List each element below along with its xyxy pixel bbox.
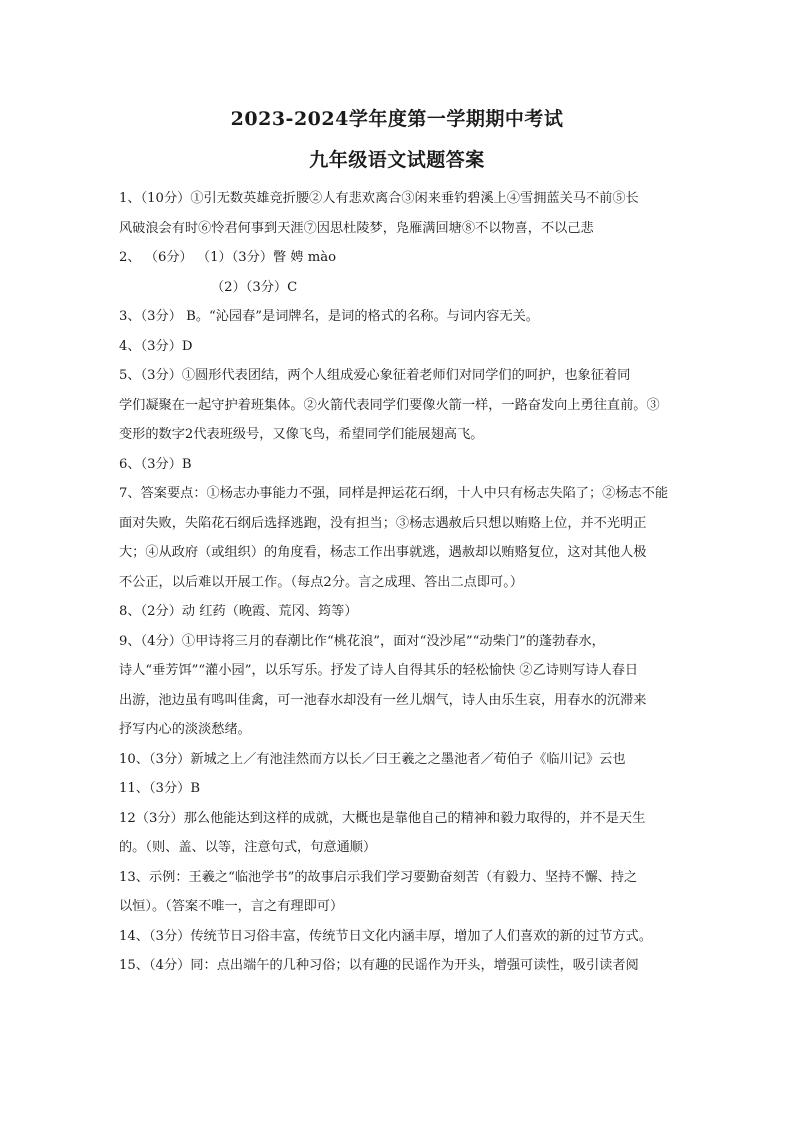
answer-content — [119, 184, 681, 981]
answer-line: 15、（4分）同：点出端午的几种习俗；以有趣的民谣作为开头，增强可读性，吸引读者阅 — [119, 958, 639, 973]
answer-line: 大；④从政府（或组织）的角度看，杨志工作出事就逃，遇赦却以贿赂复位，这对其他人极 — [119, 545, 647, 560]
answer-line: 11、（3分）B — [119, 781, 201, 796]
answer-line: 抒写内心的淡淡愁绪。 — [119, 722, 251, 737]
answer-line: 8、（2分）动 红药（晚霞、荒冈、筠等） — [119, 604, 358, 619]
answer-line: 诗人“垂芳饵”“灌小园”，以乐写乐。抒发了诗人自得其乐的轻松愉快 ②乙诗则写诗人春日 — [119, 663, 639, 678]
answer-line: 6、（3分）B — [119, 456, 192, 472]
answer-line: 风破浪会有时⑥怜君何事到天涯⑦因思杜陵梦，凫雁满回塘⑧不以物喜，不以己悲 — [119, 220, 594, 236]
answer-line: 出游，池边虽有鸣叫佳禽，可一池春水却没有一丝儿烟气，诗人由乐生哀，用春水的沉滞来 — [119, 692, 647, 708]
answer-line: 4、（3分）D — [119, 338, 193, 354]
answer-line: 9、（4分）①甲诗将三月的春潮比作“桃花浪”，面对“没沙尾”“动柴门”的蓬勃春水， — [119, 633, 605, 649]
answer-line: 面对失败，失陷花石纲后选择逃跑，没有担当；③杨志遇赦后只想以贿赂上位，并不光明正 — [119, 515, 647, 531]
answer-line: 不公正，以后难以开展工作。（每点2分。言之成理、答出二点即可。） — [119, 574, 523, 590]
answer-line: 5、（3分）①圆形代表团结，两个人组成爱心象征着老师们对同学们的呵护，也象征着同 — [119, 368, 631, 383]
answer-line: 7、答案要点：①杨志办事能力不强，同样是押运花石纲，十人中只有杨志失陷了；②杨志不能 — [119, 486, 669, 501]
answer-line: 变形的数字2代表班级号，又像飞鸟，希望同学们能展翅高飞。 — [119, 427, 484, 442]
document-subtitle: 九年级语文试题答案 — [309, 149, 485, 171]
answer-line: 3、（3分） B。“沁园春”是词牌名，是词的格式的名称。与词内容无关。 — [119, 309, 539, 324]
answer-line: 13、示例：王羲之“临池学书”的故事启示我们学习要勤奋刻苦（有毅力、坚持不懈、持之 — [119, 869, 638, 885]
answer-line: （2）（3分）C — [211, 279, 298, 295]
answer-line: 12（3分）那么他能达到这样的成就，大概也是靠他自己的精神和毅力取得的，并不是天生 — [119, 810, 646, 826]
answer-line: 的。（则、盖、以等，注意句式，句意通顺） — [119, 840, 377, 855]
answer-line: 2、 （6分） （1）（3分）瞥 娉 mào — [119, 250, 337, 265]
answer-line: 14、（3分）传统节日习俗丰富，传统节日文化内涵丰厚，增加了人们喜欢的新的过节方式。 — [119, 928, 652, 944]
answer-line: 1、（10分）①引无数英雄竞折腰②人有悲欢离合③闲来垂钓碧溪上④雪拥蓝关马不前⑤长 — [119, 191, 639, 206]
answer-line: 以恒）。（答案不唯一，言之有理即可） — [119, 899, 344, 914]
answer-line: 10、（3分）新城之上／有池洼然而方以长／曰王羲之之墨池者／荀伯子《临川记》云也 — [119, 751, 626, 767]
document-title: 2023-2024学年度第一学期期中考试 — [230, 108, 564, 130]
answer-line: 学们凝聚在一起守护着班集体。②火箭代表同学们要像火箭一样，一路奋发向上勇往直前。③ — [119, 397, 660, 413]
